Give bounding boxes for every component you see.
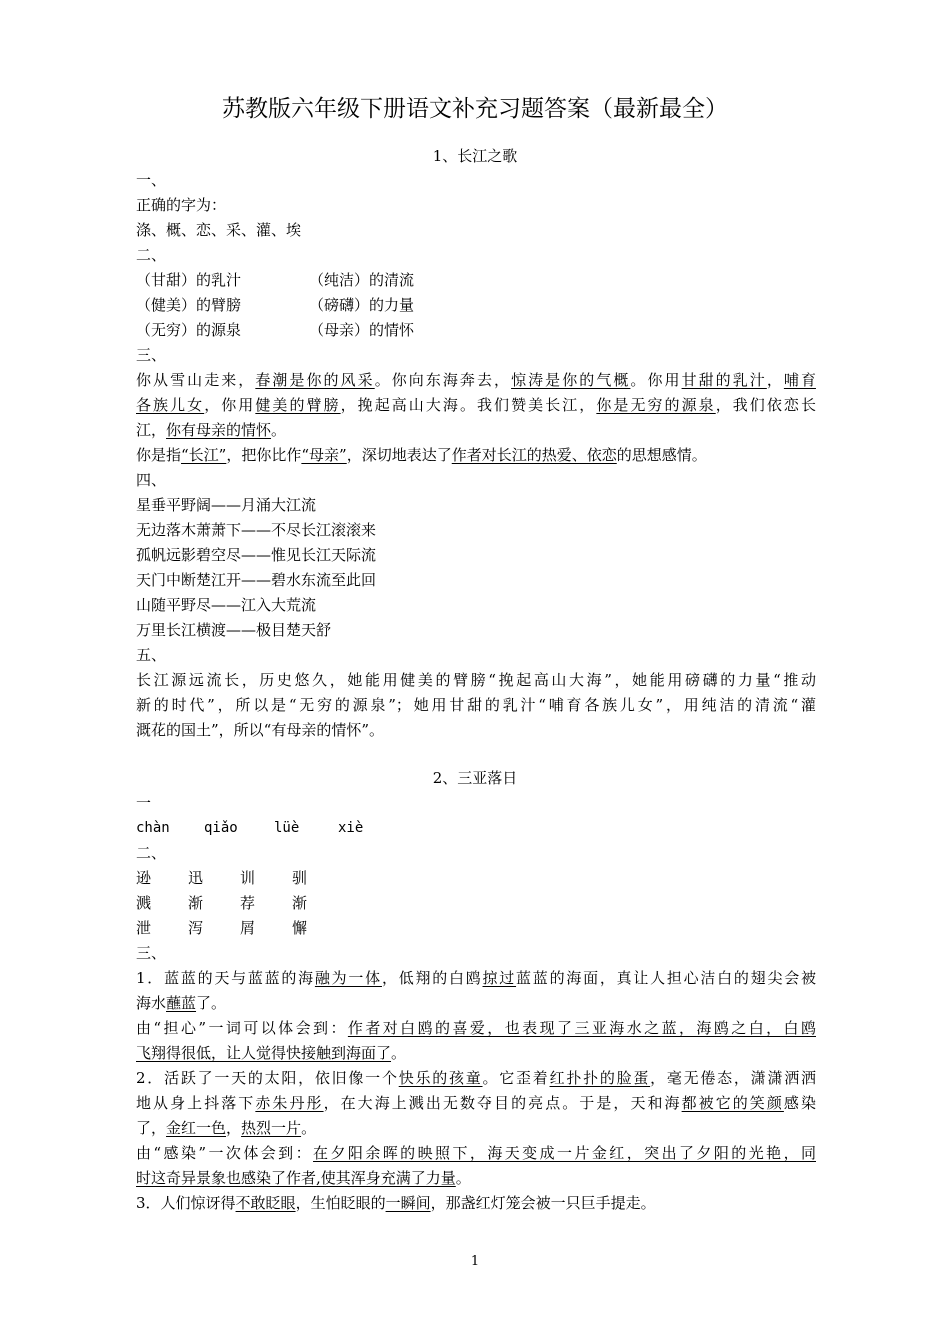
underlined-answer: 健美的臂膀 <box>255 396 341 414</box>
l1-section-5-label: 五、 <box>136 646 167 664</box>
char: 渐 <box>292 894 308 912</box>
text-segment: ， <box>766 371 784 389</box>
underlined-answer: 你有母亲的情怀 <box>166 421 272 439</box>
underlined-answer: 在夕阳余晖的映照下，海天变成一片金红，突出了夕阳的光艳，同 <box>313 1144 816 1162</box>
l2-q2-answer-line <box>136 1166 816 1190</box>
underlined-answer: 惊涛是你的气概 <box>511 371 631 389</box>
l1-s3-paragraph-line <box>136 368 816 392</box>
l2-q2-line <box>136 1066 816 1090</box>
text-segment: ，生怕眨眼的 <box>295 1194 386 1212</box>
char: 泄 <box>136 919 152 937</box>
l1-section-1-intro: 正确的字为： <box>136 196 227 214</box>
char: 荐 <box>240 894 256 912</box>
text-segment: 地从身上抖落下 <box>136 1094 256 1112</box>
l2-q2-line <box>136 1116 816 1140</box>
underlined-answer: 一瞬间 <box>385 1194 431 1212</box>
underlined-answer: 飞翔得很低，让人觉得快接触到海面了 <box>136 1044 392 1062</box>
text-segment: ，那盏红灯笼会被一只巨手提走。 <box>430 1194 656 1212</box>
phrase: （无穷）的源泉 <box>136 321 242 339</box>
char: 溅 <box>136 894 152 912</box>
text-segment: ，挽起高山大海。我们赞美长江， <box>340 396 597 414</box>
l1-s5-paragraph-line: 溉花的国土”，所以“有母亲的情怀”。 <box>136 721 385 739</box>
text-segment: 1．蓝蓝的天与蓝蓝的海 <box>136 969 315 987</box>
char: 屑 <box>240 919 256 937</box>
pinyin: chàn <box>136 820 170 836</box>
poem-line: 星垂平野阔——月涌大江流 <box>136 496 317 514</box>
text-segment: 了。 <box>196 994 227 1012</box>
l2-section-2-label: 二、 <box>136 844 167 862</box>
phrase: （甘甜）的乳汁 <box>136 271 242 289</box>
l2-pinyin-row <box>136 816 816 840</box>
char: 训 <box>240 869 256 887</box>
text-segment: 了， <box>136 1119 167 1137</box>
phrase: （纯洁）的清流 <box>309 271 415 289</box>
text-segment: ，你用 <box>204 396 256 414</box>
poem-line: 天门中断楚江开——碧水东流至此回 <box>136 571 377 589</box>
underlined-answer: 作者对长江的热爱、依恋 <box>451 446 617 464</box>
l2-q2-answer-line <box>136 1141 816 1165</box>
l2-section-1-label: 一 <box>136 794 152 812</box>
underlined-answer: 热烈一片 <box>241 1119 302 1137</box>
text-segment: 由“感染”一次体会到： <box>136 1144 314 1162</box>
poem-line: 万里长江横渡——极目楚天舒 <box>136 621 332 639</box>
underlined-answer: 赤朱丹彤 <box>255 1094 324 1112</box>
text-segment: 你是指 <box>136 446 182 464</box>
text-segment: ，把你比作 <box>226 446 302 464</box>
phrase: （磅礴）的力量 <box>309 296 415 314</box>
text-segment: ， <box>226 1119 242 1137</box>
text-segment: 感染 <box>783 1094 816 1112</box>
text-segment: ，我们依恋长 <box>715 396 816 414</box>
l2-char-row <box>136 891 816 915</box>
l1-phrase-row <box>136 318 816 342</box>
underlined-answer: 红扑扑的脸蛋 <box>549 1069 651 1087</box>
l2-q1-line <box>136 966 816 990</box>
text-segment: 。 <box>271 421 287 439</box>
text-segment: 。你用 <box>630 371 682 389</box>
underlined-answer: 你是无穷的源泉 <box>596 396 716 414</box>
document-title: 苏教版六年级下册语文补充习题答案（最新最全） <box>222 96 728 122</box>
underlined-answer: 都被它的笑颜 <box>681 1094 784 1112</box>
underlined-answer: 春潮是你的风采 <box>255 371 375 389</box>
char: 迅 <box>188 869 204 887</box>
char: 逊 <box>136 869 152 887</box>
l1-s3-paragraph-line <box>136 393 816 417</box>
text-segment: 。 <box>301 1119 317 1137</box>
underlined-answer: 融为一体 <box>314 969 382 987</box>
text-segment: 蓝蓝的海面，真让人担心洁白的翅尖会被 <box>516 969 816 987</box>
text-segment: 海水 <box>136 994 167 1012</box>
l1-section-3-label: 三、 <box>136 346 167 364</box>
l1-s5-paragraph-line: 新的时代”，所以是“无穷的源泉”；她用甘甜的乳汁“哺育各族儿女”，用纯洁的清流“灌 <box>136 696 816 714</box>
text-segment: 你从雪山走来， <box>136 371 256 389</box>
text-segment: 江， <box>136 421 167 439</box>
underlined-answer: 快乐的孩童 <box>398 1069 483 1087</box>
text-segment: ，深切地表达了 <box>346 446 452 464</box>
l1-s5-paragraph-line: 长江源远流长，历史悠久，她能用健美的臂膀“挽起高山大海”，她能用磅礴的力量“推动 <box>136 671 816 689</box>
l2-q1-answer-line <box>136 1016 816 1040</box>
l2-section-3-label: 三、 <box>136 944 167 962</box>
text-segment: 。 <box>455 1169 471 1187</box>
l2-q2-line <box>136 1091 816 1115</box>
pinyin: lüè <box>274 820 300 836</box>
text-segment: 。你向东海奔去， <box>374 371 512 389</box>
l1-section-4-label: 四、 <box>136 471 167 489</box>
text-segment: 。它歪着 <box>482 1069 550 1087</box>
text-segment: ，在大海上溅出无数夺目的亮点。于是，天和海 <box>323 1094 682 1112</box>
char: 泻 <box>188 919 204 937</box>
text-segment: 2．活跃了一天的太阳，依旧像一个 <box>136 1069 399 1087</box>
underlined-answer: 哺育 <box>783 371 816 389</box>
poem-line: 孤帆远影碧空尽——惟见长江天际流 <box>136 546 377 564</box>
l1-section-2-label: 二、 <box>136 246 167 264</box>
underlined-answer: 蘸蓝 <box>166 994 197 1012</box>
pinyin: xiè <box>338 820 364 836</box>
pinyin: qiǎo <box>204 820 238 836</box>
underlined-answer: 作者对白鸥的喜爱，也表现了三亚海水之蓝，海鸥之白，白鸥 <box>347 1019 816 1037</box>
l1-s3-metaphor-line <box>136 443 816 467</box>
l1-section-1-chars: 涤、概、恋、采、灌、埃 <box>136 221 302 239</box>
lesson-2-heading: 2、三亚落日 <box>432 769 518 787</box>
phrase: （健美）的臂膀 <box>136 296 242 314</box>
char: 懈 <box>292 919 308 937</box>
underlined-answer: “母亲” <box>301 446 347 464</box>
l2-char-row <box>136 916 816 940</box>
text-segment: 。 <box>391 1044 407 1062</box>
phrase: （母亲）的情怀 <box>309 321 415 339</box>
l1-section-1-label: 一、 <box>136 171 167 189</box>
underlined-answer: 掠过 <box>482 969 517 987</box>
l2-q3-line <box>136 1191 816 1215</box>
poem-line: 山随平野尽——江入大荒流 <box>136 596 317 614</box>
underlined-answer: “长江” <box>181 446 227 464</box>
l2-q1-line <box>136 991 816 1015</box>
underlined-answer: 甘甜的乳汁 <box>681 371 767 389</box>
l2-q1-answer-line <box>136 1041 816 1065</box>
underlined-answer: 不敢眨眼 <box>235 1194 296 1212</box>
page-number: 1 <box>470 1254 480 1269</box>
char: 驯 <box>292 869 308 887</box>
char: 渐 <box>188 894 204 912</box>
l1-phrase-row <box>136 268 816 292</box>
l1-s3-paragraph-line <box>136 418 816 442</box>
underlined-answer: 金红一色 <box>166 1119 227 1137</box>
text-segment: ，低翔的白鸥 <box>381 969 483 987</box>
lesson-1-heading: 1、长江之歌 <box>432 147 518 165</box>
text-segment: 3．人们惊讶得 <box>136 1194 236 1212</box>
l1-phrase-row <box>136 293 816 317</box>
poem-line: 无边落木萧萧下——不尽长江滚滚来 <box>136 521 377 539</box>
text-segment: 由“担心”一词可以体会到： <box>136 1019 348 1037</box>
text-segment: ，毫无倦态，潇潇洒洒 <box>650 1069 816 1087</box>
underlined-answer: 各族儿女 <box>136 396 205 414</box>
text-segment: 的思想感情。 <box>616 446 707 464</box>
l2-char-row <box>136 866 816 890</box>
underlined-answer: 时这奇异景象也感染了作者,使其浑身充满了力量 <box>136 1169 456 1187</box>
